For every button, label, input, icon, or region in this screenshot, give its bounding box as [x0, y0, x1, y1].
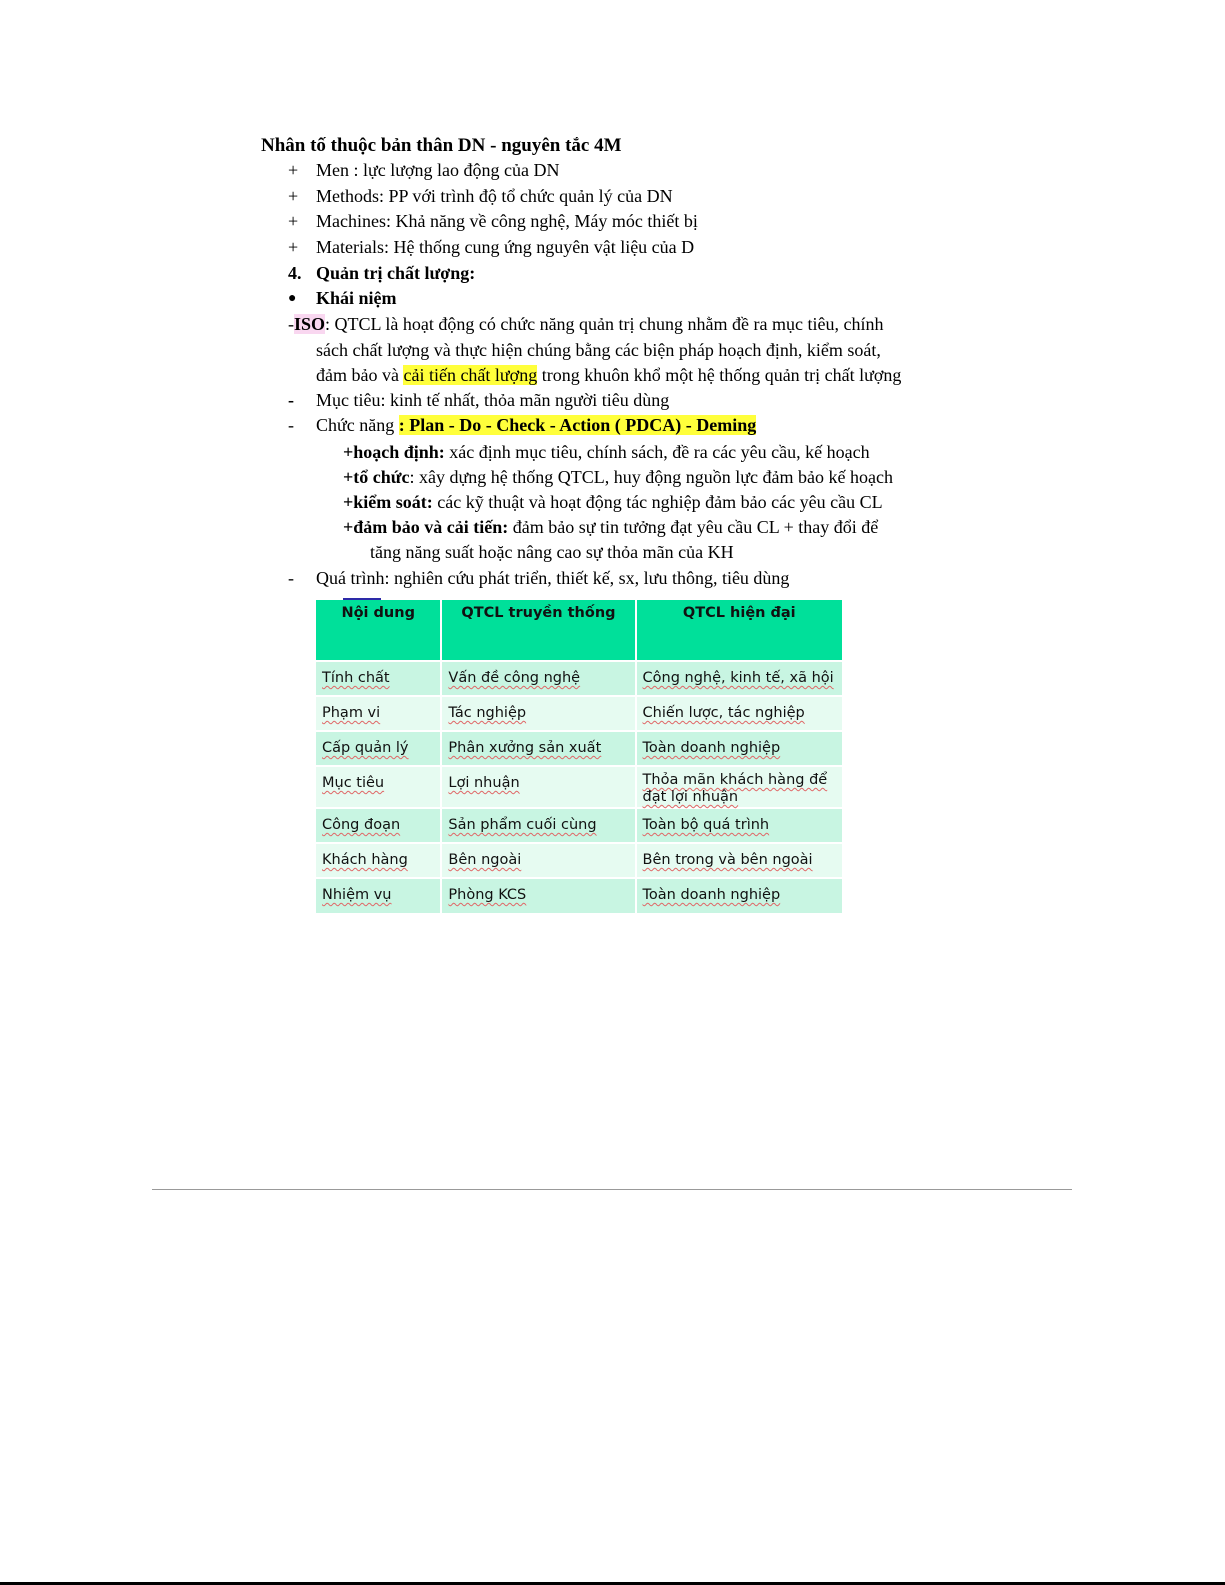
pdca-item	[343, 440, 870, 465]
section-heading: Nhân tố thuộc bản thân DN - nguyên tắc 4M	[261, 135, 622, 156]
table-cell: Nhiệm vụ	[316, 878, 441, 913]
table-cell: Cấp quản lý	[316, 731, 441, 766]
table-row	[316, 843, 843, 878]
highlighted-text: cải tiến chất lượng	[403, 365, 538, 385]
comparison-table	[316, 600, 844, 913]
pdca-item	[343, 515, 878, 540]
pdca-desc: đảm bảo sự tin tưởng đạt yêu cầu CL + thay đổi để	[508, 517, 879, 537]
iso-line-3	[316, 363, 901, 388]
iso-line3-post: trong khuôn khổ một hệ thống quản trị chất lượng	[537, 365, 902, 385]
goal-text: Mục tiêu: kinh tế nhất, thỏa mãn người tiêu dùng	[316, 390, 670, 410]
table-row	[316, 731, 843, 766]
function-line	[316, 413, 756, 438]
function-label: Chức năng	[316, 415, 399, 435]
list-marker: +	[288, 160, 299, 180]
pdca-desc: các kỹ thuật và hoạt động tác nghiệp đảm bảo các yêu cầu CL	[432, 492, 883, 512]
table-cell: Phân xưởng sản xuất	[441, 731, 635, 766]
iso-label: ISO	[294, 314, 326, 334]
iso-line3-pre: đảm bảo và	[316, 365, 404, 385]
list-marker: -	[288, 568, 294, 588]
table-header-row	[316, 600, 843, 661]
pdca-term: +tổ chức	[343, 467, 410, 487]
table-cell: Chiến lược, tác nghiệp	[636, 696, 843, 731]
pdca-desc: : xây dựng hệ thống QTCL, huy động nguồn lực đảm bảo kế hoạch	[409, 467, 893, 487]
header-cell: QTCL hiện đại	[636, 600, 843, 661]
pdca-continuation: tăng năng suất hoặc nâng cao sự thỏa mãn của KH	[370, 542, 734, 562]
iso-line-2: sách chất lượng và thực hiện chúng bằng các biện pháp hoạch định, kiểm soát,	[316, 340, 881, 360]
section-number: 4.	[288, 263, 302, 283]
bullet-icon: ●	[288, 291, 297, 306]
table-cell: Toàn bộ quá trình	[636, 808, 843, 843]
pdca-highlight: : Plan - Do - Check - Action ( PDCA) - Deming	[398, 415, 757, 435]
table-cell: Mục tiêu	[316, 766, 441, 808]
table-cell: Phòng KCS	[441, 878, 635, 913]
list-item: Materials: Hệ thống cung ứng nguyên vật liệu của D	[316, 237, 695, 257]
table-row	[316, 766, 843, 808]
pdca-item	[343, 465, 893, 490]
list-item: Methods: PP với trình độ tổ chức quản lý của DN	[316, 186, 673, 206]
table-row	[316, 696, 843, 731]
pdca-term: +hoạch định:	[343, 442, 445, 462]
table-cell: Lợi nhuận	[441, 766, 635, 808]
list-marker: -	[288, 415, 294, 435]
table-cell: Công nghệ, kinh tế, xã hội	[636, 661, 843, 696]
list-marker: +	[288, 211, 299, 231]
pdca-desc: xác định mục tiêu, chính sách, đề ra các yêu cầu, kế hoạch	[444, 442, 870, 462]
list-item: Machines: Khả năng về công nghệ, Máy móc thiết bị	[316, 211, 698, 231]
page-divider	[152, 1189, 1072, 1190]
list-marker: +	[288, 237, 299, 257]
table-cell: Thỏa mãn khách hàng để đạt lợi nhuận	[636, 766, 843, 808]
iso-dash: -	[288, 314, 294, 334]
table-cell: Vấn đề công nghệ	[441, 661, 635, 696]
list-marker: +	[288, 186, 299, 206]
section-title: Quản trị chất lượng:	[316, 263, 476, 283]
table-cell: Tác nghiệp	[441, 696, 635, 731]
table-cell: Phạm vi	[316, 696, 441, 731]
process-text: Quá trình: nghiên cứu phát triển, thiết kế, sx, lưu thông, tiêu dùng	[316, 568, 790, 588]
header-cell: QTCL truyền thống	[441, 600, 635, 661]
table-cell: Công đoạn	[316, 808, 441, 843]
table-cell: Bên trong và bên ngoài	[636, 843, 843, 878]
iso-text: : QTCL là hoạt động có chức năng quản trị chung nhằm đề ra mục tiêu, chính	[325, 314, 884, 334]
table-cell: Bên ngoài	[441, 843, 635, 878]
concept-title: Khái niệm	[316, 288, 397, 308]
header-cell: Nội dung	[316, 600, 441, 661]
pdca-item	[343, 490, 883, 515]
table-row	[316, 878, 843, 913]
list-marker: -	[288, 390, 294, 410]
table-row	[316, 661, 843, 696]
pdca-term: +kiểm soát:	[343, 492, 433, 512]
pdca-term: +đảm bảo và cải tiến:	[343, 517, 509, 537]
table-cell: Tính chất	[316, 661, 441, 696]
table-cell: Sản phẩm cuối cùng	[441, 808, 635, 843]
table-row	[316, 808, 843, 843]
table-cell: Khách hàng	[316, 843, 441, 878]
table-cell: Toàn doanh nghiệp	[636, 878, 843, 913]
table-cell: Toàn doanh nghiệp	[636, 731, 843, 766]
iso-line-1	[288, 312, 883, 337]
list-item: Men : lực lượng lao động của DN	[316, 160, 560, 180]
